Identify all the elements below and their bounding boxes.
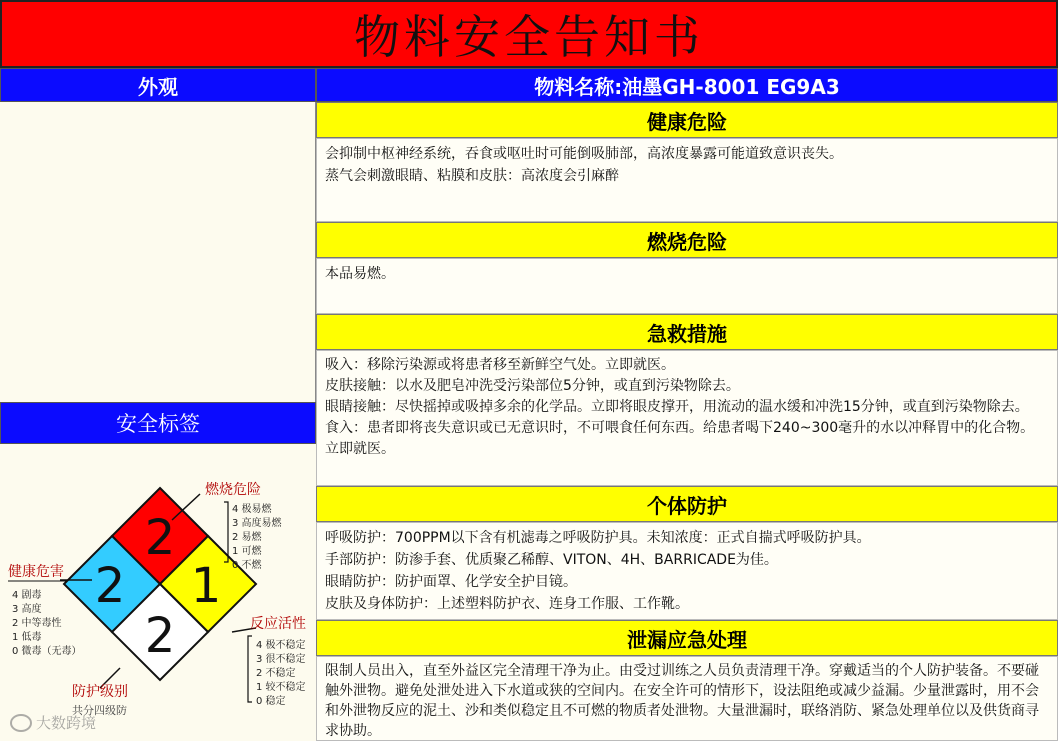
fire-scale-4: 4 极易燃 (232, 504, 272, 515)
first-aid-ingestion: 食入：患者即将丧失意识或已无意识时，不可喂食任何东西。给患者喝下240~300毫升的水以冲释胃中的化合物。立即就医。 (325, 420, 1035, 457)
fire-line-1: 本品易燃。 (325, 266, 395, 282)
reactivity-scale-4: 4 极不稳定 (256, 640, 306, 651)
reactivity-scale-3: 3 很不稳定 (256, 654, 306, 665)
fire-hazard-label: 燃烧危险 (205, 482, 261, 498)
first-aid-body (316, 350, 1058, 486)
health-scale-0: 0 微毒（无毒） (12, 646, 82, 657)
nfpa-diamond (0, 444, 316, 741)
protection-level-sub: 共分四级防 (72, 704, 127, 717)
health-hazard-label: 健康危害 (8, 564, 64, 580)
first-aid-skin: 皮肤接触：以水及肥皂冲洗受污染部位5分钟，或直到污染物除去。 (325, 378, 740, 394)
ppe-heading: 个体防护 (316, 486, 1058, 522)
watermark-icon (10, 714, 32, 732)
spill-response-body (316, 656, 1058, 741)
health-line-1: 会抑制中枢神经系统，吞食或呕吐时可能倒吸肺部，高浓度暴露可能道致意识丧失。 (325, 146, 843, 162)
fire-scale-3: 3 高度易燃 (232, 518, 282, 529)
material-name-header: 物料名称:油墨GH-8001 EG9A3 (316, 68, 1058, 102)
fire-value: 2 (144, 510, 176, 566)
spill-response-heading: 泄漏应急处理 (316, 620, 1058, 656)
watermark (10, 712, 96, 733)
health-scale-2: 2 中等毒性 (12, 618, 62, 629)
watermark-text: 大数跨境 (36, 714, 97, 732)
fire-hazard-heading: 燃烧危险 (316, 222, 1058, 258)
ppe-respiratory: 呼吸防护：700PPM以下含有机滤毒之呼吸防护具。未知浓度：正式自揣式呼吸防护具。 (325, 530, 871, 546)
ppe-body (316, 522, 1058, 620)
fire-hazard-body (316, 258, 1058, 314)
protection-level-label: 防护级别 (72, 684, 128, 700)
fire-scale-0: 0 不燃 (232, 560, 262, 571)
health-hazard-body (316, 138, 1058, 222)
ppe-skin: 皮肤及身体防护：上述塑料防护衣、连身工作服、工作靴。 (325, 596, 689, 612)
spill-text: 限制人员出入，直至外益区完全清理干净为止。由受过训练之人员负责清理干净。穿戴适当的个人防护装备。不要碰触外泄物。避免处泄处进入下水道或狭的空间内。在安全许可的情形下，设法阻绝或减少益漏。少量泄露时，用不会和外泄物反应的泥土、沙和类似稳定且不可燃的物质者处泄物。大量泄漏时，联络消防、紧急处理单位以及供货商寻求协助。 (325, 663, 1039, 739)
health-value: 2 (94, 558, 126, 614)
health-scale-3: 3 高度 (12, 604, 42, 615)
reactivity-scale-2: 2 不稳定 (256, 668, 296, 679)
first-aid-heading: 急救措施 (316, 314, 1058, 350)
first-aid-eyes: 眼睛接触：尽快摇掉或吸掉多余的化学品。立即将眼皮撑开，用流动的温水缓和冲洗15分钟，或直到污染物除去。 (325, 399, 1029, 415)
reactivity-scale-0: 0 稳定 (256, 696, 286, 707)
fire-scale-2: 2 易燃 (232, 532, 262, 543)
page-title: 物料安全告知书 (0, 0, 1058, 68)
reactivity-value: 1 (190, 558, 222, 614)
first-aid-inhalation: 吸入：移除污染源或将患者移至新鲜空气处。立即就医。 (325, 357, 675, 373)
reactivity-scale-1: 1 较不稳定 (256, 682, 306, 693)
ppe-eyes: 眼睛防护：防护面罩、化学安全护目镜。 (325, 574, 577, 590)
special-value: 2 (144, 608, 176, 664)
ppe-hands: 手部防护：防渗手套、优质聚乙稀醇、VITON、4H、BARRICADE为佳。 (325, 552, 778, 568)
fire-scale-1: 1 可燃 (232, 546, 262, 557)
safety-label-header: 安全标签 (0, 402, 316, 444)
health-hazard-heading: 健康危险 (316, 102, 1058, 138)
health-line-2: 蒸气会刺激眼睛、粘膜和皮肤：高浓度会引麻醉 (325, 168, 619, 184)
reactivity-label: 反应活性 (250, 616, 306, 632)
appearance-header: 外观 (0, 68, 316, 102)
health-scale-4: 4 剧毒 (12, 590, 42, 601)
health-scale-1: 1 低毒 (12, 632, 42, 643)
